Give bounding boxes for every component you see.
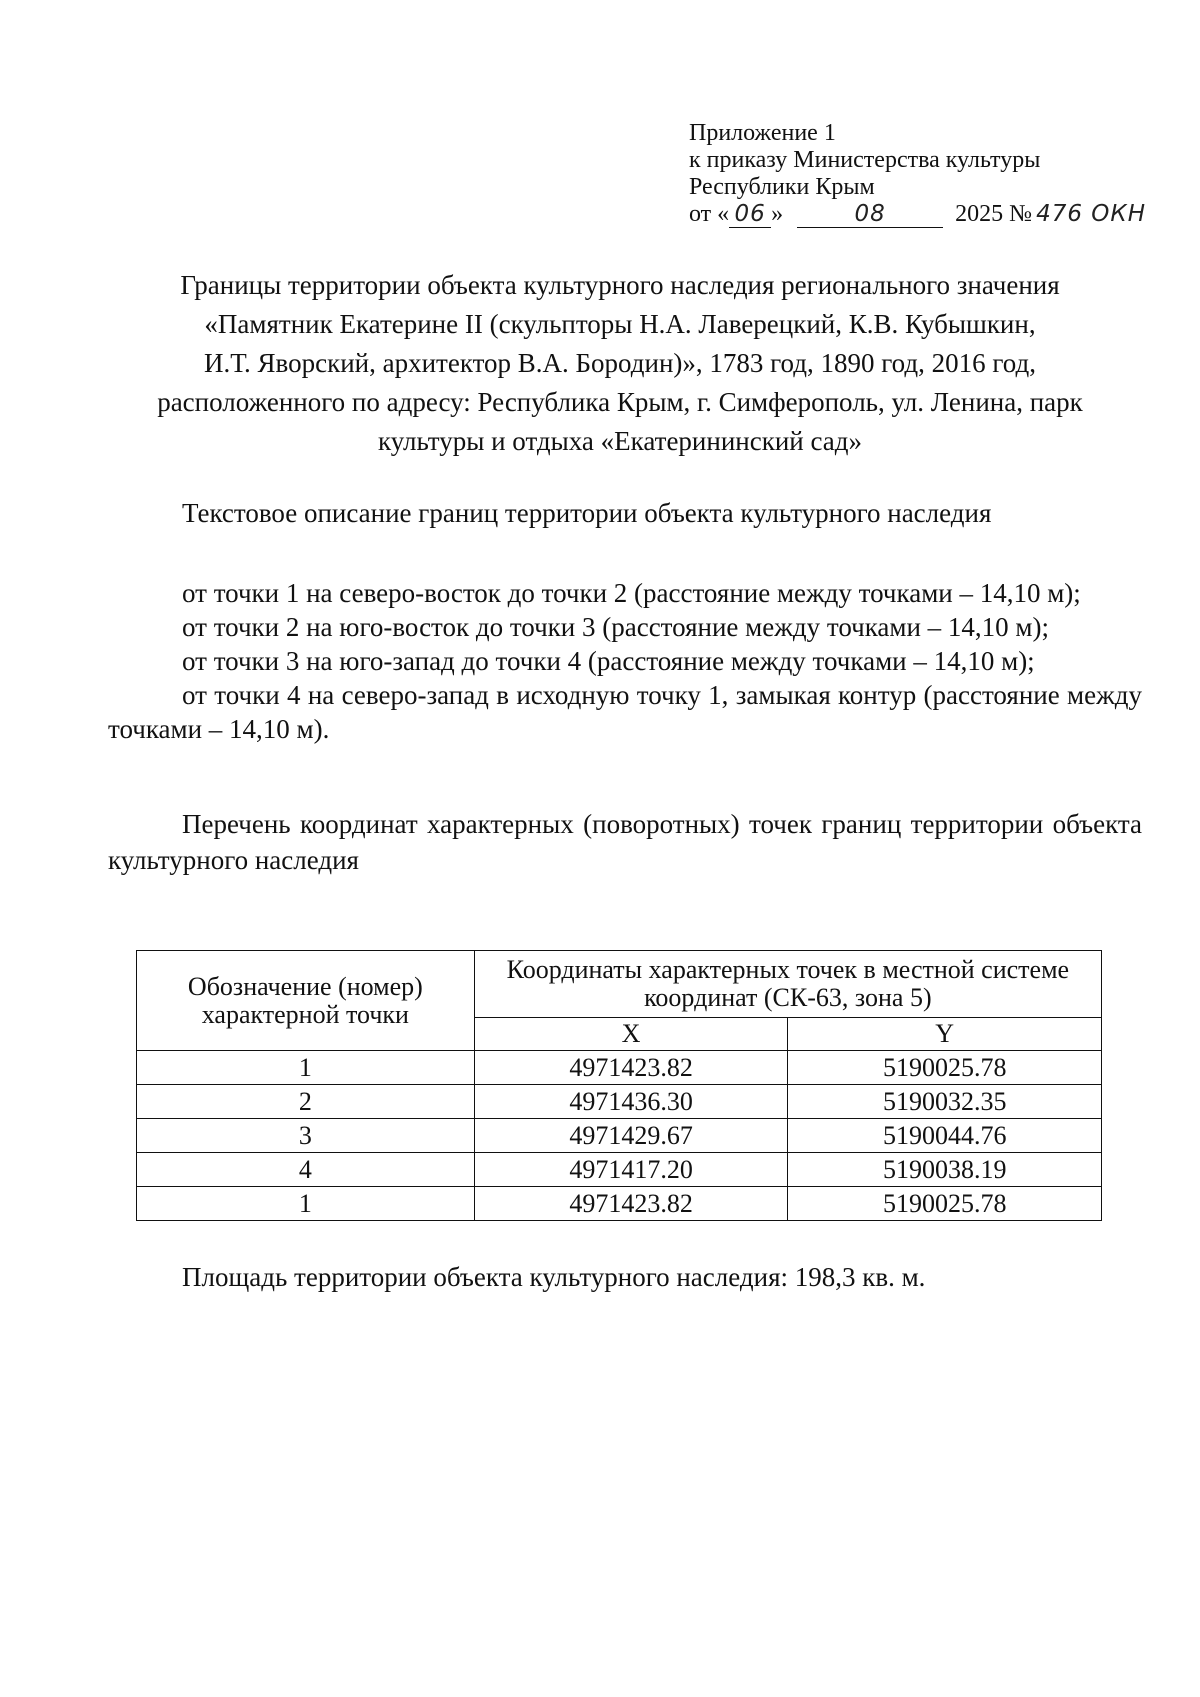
title-line: И.Т. Яворский, архитектор В.А. Бородин)», 1783 год, 1890 год, 2016 год,: [204, 348, 1036, 378]
coordinates-list-heading: Перечень координат характерных (поворотных) точек границ территории объекта культурного наследия: [108, 809, 1142, 875]
date-day-field: [729, 202, 771, 228]
point-cell: 1: [137, 1187, 475, 1221]
point-cell: 4: [137, 1153, 475, 1187]
table-row: [137, 1187, 1102, 1221]
x-header: X: [474, 1018, 788, 1051]
y-cell: 5190032.35: [788, 1085, 1102, 1119]
point-number-header: Обозначение (номер) характерной точки: [137, 951, 475, 1051]
y-header: Y: [788, 1018, 1102, 1051]
y-cell: 5190025.78: [788, 1187, 1102, 1221]
appendix-header: [689, 120, 1146, 228]
table-header-row: [137, 951, 1102, 1018]
description-paragraph: от точки 3 на юго-запад до точки 4 (расстояние между точками – 14,10 м);: [182, 646, 1035, 676]
description-paragraph: от точки 2 на юго-восток до точки 3 (расстояние между точками – 14,10 м);: [182, 612, 1050, 642]
coordinates-header: Координаты характерных точек в местной системе координат (СК-63, зона 5): [474, 951, 1101, 1018]
title-line: культуры и отдыха «Екатерининский сад»: [377, 426, 863, 456]
table-row: [137, 1119, 1102, 1153]
coordinates-table: [136, 950, 1102, 1221]
order-number-handwritten: 476 ОКН: [1036, 201, 1147, 227]
number-sign: №: [1009, 201, 1033, 227]
table-row: [137, 1153, 1102, 1187]
y-cell: 5190044.76: [788, 1119, 1102, 1153]
point-cell: 3: [137, 1119, 475, 1153]
x-cell: 4971423.82: [474, 1187, 788, 1221]
x-cell: 4971423.82: [474, 1051, 788, 1085]
title-line: «Памятник Екатерине II (скульпторы Н.А. Лаверецкий, К.В. Кубышкин,: [204, 309, 1036, 339]
document-title: [100, 266, 1140, 461]
date-month-field: [797, 202, 943, 228]
point-cell: 1: [137, 1051, 475, 1085]
section-subtitle: Текстовое описание границ территории объекта культурного наследия: [182, 498, 992, 528]
appendix-label: Приложение 1: [689, 120, 836, 146]
boundary-description: [108, 576, 1142, 746]
republic-name: Республики Крым: [689, 174, 875, 200]
y-cell: 5190038.19: [788, 1153, 1102, 1187]
title-line: Границы территории объекта культурного наследия регионального значения: [180, 270, 1060, 300]
order-date-number: [689, 201, 1146, 228]
date-year: 2025: [955, 201, 1004, 227]
x-cell: 4971429.67: [474, 1119, 788, 1153]
title-line: расположенного по адресу: Республика Крым, г. Симферополь, ул. Ленина, парк: [157, 387, 1083, 417]
date-prefix: от «: [689, 201, 730, 227]
description-paragraph: от точки 4 на северо-запад в исходную точку 1, замыкая контур (расстояние между точками – 14,10 м).: [108, 680, 1142, 744]
table-row: [137, 1085, 1102, 1119]
order-reference: к приказу Министерства культуры: [689, 147, 1041, 173]
point-cell: 2: [137, 1085, 475, 1119]
description-paragraph: от точки 1 на северо-восток до точки 2 (расстояние между точками – 14,10 м);: [182, 578, 1081, 608]
date-month-handwritten: 08: [854, 201, 886, 227]
y-cell: 5190025.78: [788, 1051, 1102, 1085]
table-row: [137, 1051, 1102, 1085]
date-day-handwritten: 06: [734, 201, 766, 227]
x-cell: 4971436.30: [474, 1085, 788, 1119]
territory-area: Площадь территории объекта культурного наследия: 198,3 кв. м.: [182, 1262, 926, 1292]
x-cell: 4971417.20: [474, 1153, 788, 1187]
date-day-close: »: [771, 201, 784, 227]
